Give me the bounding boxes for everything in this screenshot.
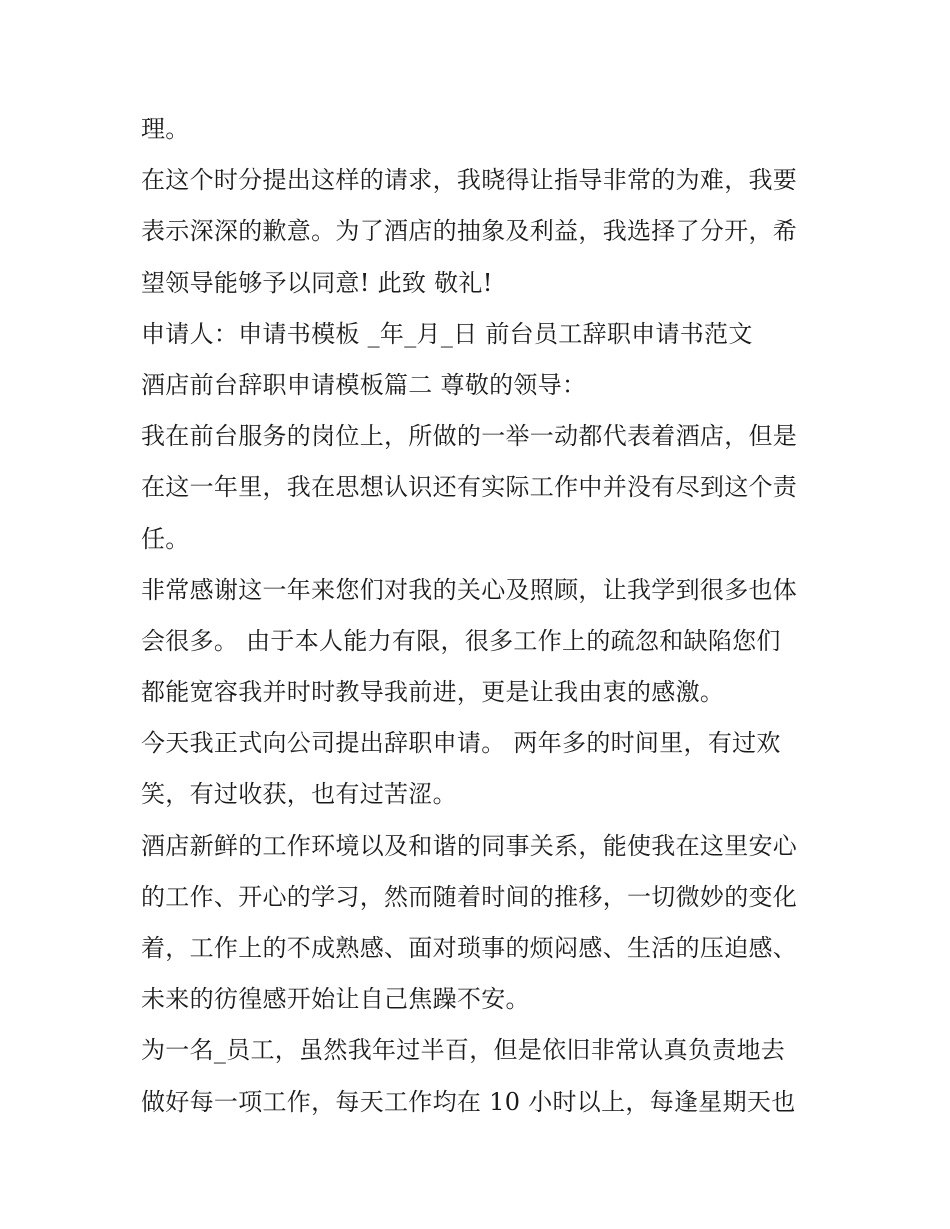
document-body — [141, 104, 821, 1128]
text-line: 在这个时分提出这样的请求，我晓得让指导非常的为难，我要 — [141, 166, 798, 195]
text-line: 今天我正式向公司提出辞职申请。 两年多的时间里，有过欢 — [141, 729, 781, 758]
text-line: 为一名_员工，虽然我年过半百，但是依旧非常认真负责地去 — [141, 1036, 786, 1065]
text-line: 表示深深的歉意。为了酒店的抽象及利益，我选择了分开，希 — [141, 217, 798, 246]
text-line: 我在前台服务的岗位上，所做的一举一动都代表着酒店，但是 — [141, 422, 798, 451]
text-line: 申请人：申请书模板 _年_月_日 前台员工辞职申请书范文 — [141, 319, 753, 348]
text-line: 做好每一项工作，每天工作均在 10 小时以上，每逢星期天也 — [141, 1087, 796, 1116]
text-line: 望领导能够予以同意! 此致 敬礼! — [141, 268, 493, 297]
text-line: 着，工作上的不成熟感、面对琐事的烦闷感、生活的压迫感、 — [141, 934, 798, 962]
text-line: 非常感谢这一年来您们对我的关心及照顾，让我学到很多也体 — [141, 575, 798, 604]
text-line: 酒店新鲜的工作环境以及和谐的同事关系，能使我在这里安心 — [141, 831, 798, 860]
text-line: 酒店前台辞职申请模板篇二 尊敬的领导： — [141, 370, 587, 399]
text-line: 任。 — [141, 524, 190, 553]
text-line: 笑，有过收获，也有过苦涩。 — [141, 780, 457, 809]
text-line: 会很多。 由于本人能力有限，很多工作上的疏忽和缺陷您们 — [141, 626, 781, 655]
text-line: 都能宽容我并时时教导我前进，更是让我由衷的感激。 — [141, 678, 725, 707]
text-line: 理。 — [141, 115, 190, 143]
text-line: 未来的彷徨感开始让自己焦躁不安。 — [141, 985, 530, 1014]
text-line: 在这一年里，我在思想认识还有实际工作中并没有尽到这个责 — [141, 473, 798, 502]
text-line: 的工作、开心的学习，然而随着时间的推移，一切微妙的变化 — [141, 882, 798, 911]
